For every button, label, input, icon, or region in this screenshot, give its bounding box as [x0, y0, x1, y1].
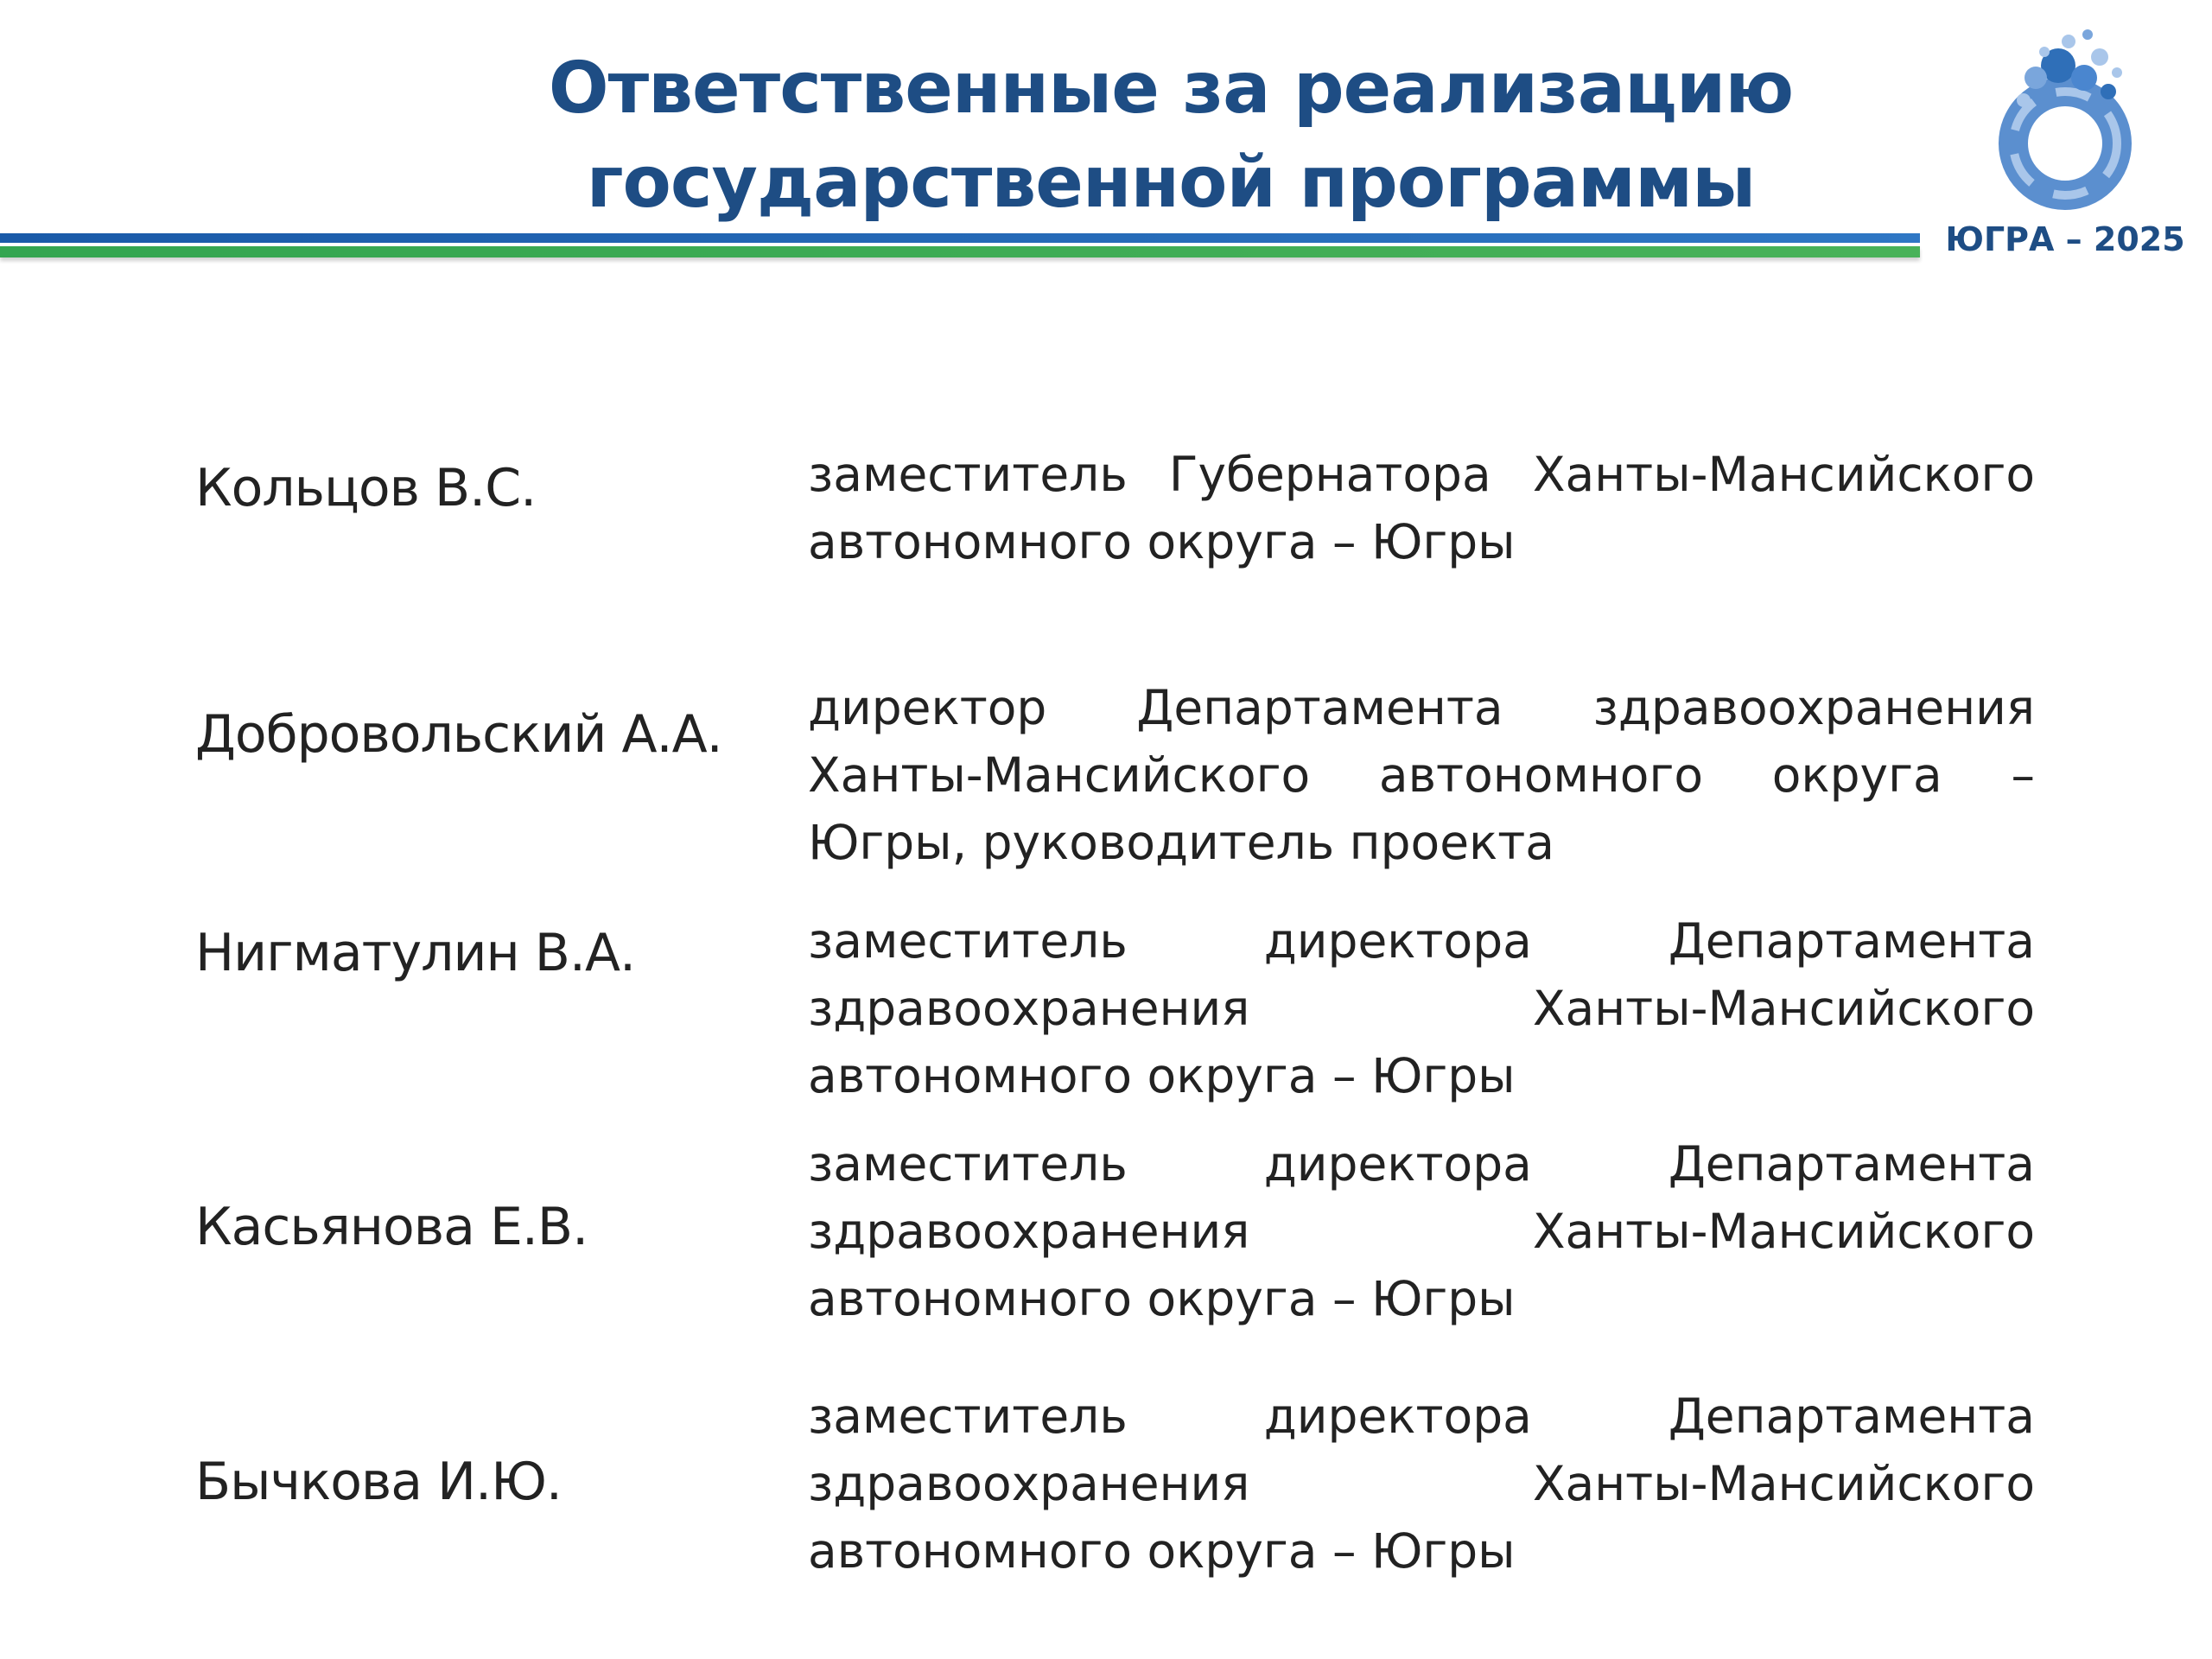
divider-green-stripe	[0, 246, 1920, 257]
logo-caption: ЮГРА – 2025	[1945, 220, 2185, 258]
page-title	[518, 41, 1823, 230]
person-name: Добровольский А.А.	[195, 704, 722, 765]
logo-bubble	[2112, 67, 2122, 78]
logo-bubble	[2024, 67, 2047, 89]
title-line-2: государственной программы	[586, 142, 1756, 224]
logo-bubble	[2062, 35, 2075, 48]
person-role: директор Департамента здравоохранения Ханты-Мансийского автономного округа – Югры, руководитель проекта	[808, 680, 2035, 870]
header-divider	[0, 233, 1920, 261]
logo-bubble	[2082, 29, 2093, 40]
logo-bubble	[2039, 47, 2050, 57]
logo-bubble	[2101, 84, 2116, 99]
person-name: Касьянова Е.В.	[195, 1197, 588, 1257]
person-name: Кольцов В.С.	[195, 458, 537, 518]
person-role: заместитель директора Департамента здравоохранения Ханты-Мансийского автономного округа – Югры	[808, 1136, 2035, 1326]
person-name: Нигматулин В.А.	[195, 923, 636, 983]
logo-bubble	[2091, 48, 2108, 66]
ugra-2025-logo	[1979, 24, 2152, 210]
logo-bubble	[2071, 65, 2097, 91]
person-role: заместитель Губернатора Ханты-Мансийского автономного округа – Югры	[808, 447, 2035, 569]
logo-bubble	[2017, 93, 2031, 107]
title-line-1: Ответственные за реализацию	[548, 48, 1794, 130]
person-role: заместитель директора Департамента здравоохранения Ханты-Мансийского автономного округа – Югры	[808, 913, 2035, 1103]
person-name: Бычкова И.Ю.	[195, 1452, 562, 1512]
person-role: заместитель директора Департамента здравоохранения Ханты-Мансийского автономного округа – Югры	[808, 1389, 2035, 1579]
divider-blue-stripe	[0, 233, 1920, 243]
